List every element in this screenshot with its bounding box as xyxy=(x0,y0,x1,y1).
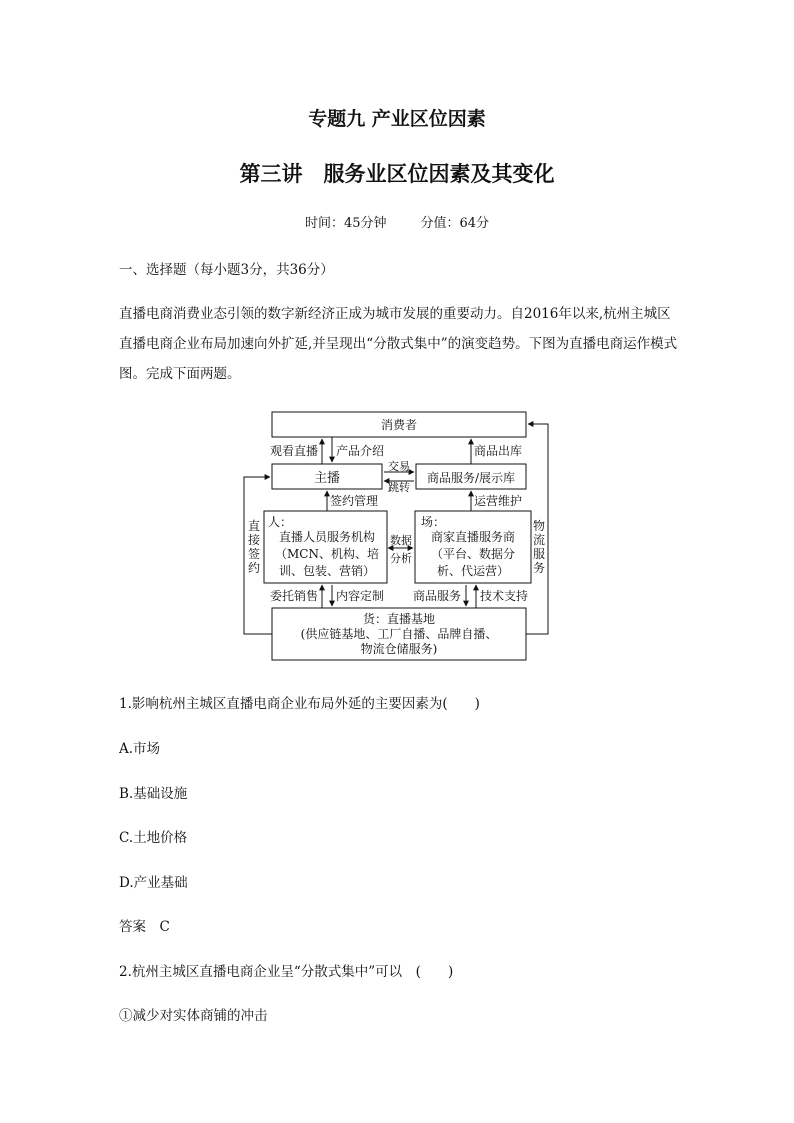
label-logistics-4: 务 xyxy=(532,561,546,575)
base-line-1: 货：直播基地 xyxy=(362,612,436,626)
label-trade: 交易 xyxy=(388,460,410,473)
person-title: 人： xyxy=(268,515,293,529)
base-line-2: (供应链基地、工厂自播、品牌自播、 xyxy=(300,627,498,641)
section-heading: 一、选择题（每小题3分，共36分） xyxy=(119,262,334,278)
lecture-title: 第三讲 服务业区位因素及其变化 xyxy=(239,161,555,186)
consumer-label: 消费者 xyxy=(380,418,418,432)
time-limit: 时间：45分钟 xyxy=(304,216,387,231)
label-goods-out: 商品出库 xyxy=(474,444,523,458)
person-line-1: 直播人员服务机构 xyxy=(278,530,376,544)
question-1-option-b: B.基础设施 xyxy=(119,786,188,802)
label-operation-maintenance: 运营维护 xyxy=(474,494,523,508)
question-2-item-1: ①减少对实体商铺的冲击 xyxy=(119,1008,268,1024)
label-tech-support: 技术支持 xyxy=(480,589,529,603)
label-direct-4: 约 xyxy=(247,561,261,575)
merchant-line-1: 商家直播服务商 xyxy=(430,530,516,544)
base-line-3: 物流仓储服务) xyxy=(360,642,438,656)
label-analysis: 分析 xyxy=(390,552,412,565)
showroom-label: 商品服务/展示库 xyxy=(426,471,516,485)
operation-model-diagram xyxy=(230,402,560,668)
label-data: 数据 xyxy=(390,534,412,547)
question-1-option-d: D.产业基础 xyxy=(119,875,188,891)
page-title: 专题九 产业区位因素 xyxy=(308,108,486,130)
label-direct-2: 接 xyxy=(247,533,261,547)
label-watch-live: 观看直播 xyxy=(269,444,318,458)
exam-meta xyxy=(0,212,794,231)
person-line-3: 训、包装、营销） xyxy=(278,564,376,578)
intro-paragraph: 直播电商消费业态引领的数字新经济正成为城市发展的重要动力。自2016年以来,杭州主城区直播电商企业布局加速向外扩延,并呈现出“分散式集中”的演变趋势。下图为直播电商运作模式图。完成下面两题。 xyxy=(119,306,678,382)
person-line-2: （MCN、机构、培 xyxy=(275,547,379,561)
label-direct-3: 签 xyxy=(247,547,261,561)
label-logistics-2: 流 xyxy=(532,533,546,547)
label-logistics-3: 服 xyxy=(532,547,546,561)
label-logistics-1: 物 xyxy=(532,519,546,533)
merchant-line-3: 析、代运营） xyxy=(436,564,510,578)
anchor-label: 主播 xyxy=(313,471,341,486)
question-1-answer: 答案 C xyxy=(119,919,170,935)
total-score: 分值：64分 xyxy=(420,216,490,231)
question-1-option-c: C.土地价格 xyxy=(119,830,188,846)
question-1-stem: 1.影响杭州主城区直播电商企业布局外延的主要因素为( ) xyxy=(119,696,480,712)
label-consign-sales: 委托销售 xyxy=(269,589,318,603)
question-2-stem: 2.杭州主城区直播电商企业呈“分散式集中”可以 ( ) xyxy=(119,964,454,980)
label-product-intro: 产品介绍 xyxy=(336,444,385,458)
merchant-line-2: （平台、数据分 xyxy=(430,547,516,561)
question-1-option-a: A.市场 xyxy=(119,741,161,757)
merchant-title: 场： xyxy=(421,515,446,529)
label-content-custom: 内容定制 xyxy=(336,589,385,603)
label-direct-1: 直 xyxy=(247,519,261,533)
label-goods-service: 商品服务 xyxy=(412,589,461,603)
label-sign-management: 签约管理 xyxy=(330,494,379,508)
label-jump: 跳转 xyxy=(388,481,410,494)
